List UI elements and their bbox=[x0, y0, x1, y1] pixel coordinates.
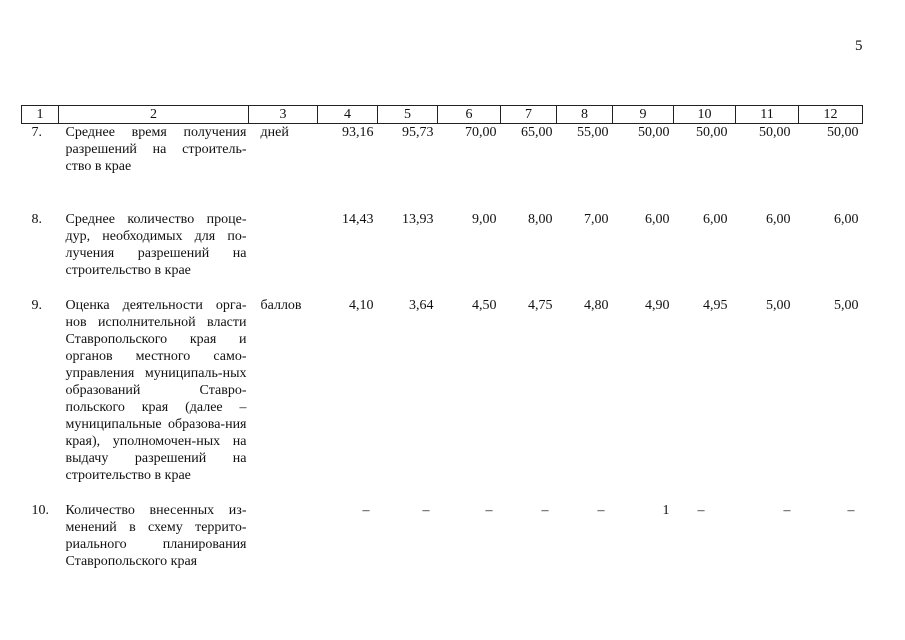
header-cell-12: 12 bbox=[799, 106, 863, 124]
value-cell: 3,64 bbox=[409, 298, 434, 313]
indicators-table bbox=[21, 105, 863, 570]
indicator-name: Среднее количество проце-дур, необходимых для по-лучения разрешений на строительство в крае bbox=[65, 212, 247, 278]
value-cell: – bbox=[847, 503, 855, 518]
value-cell: 7,00 bbox=[584, 212, 609, 227]
row-number: 7. bbox=[31, 125, 42, 140]
header-cell-8: 8 bbox=[557, 106, 613, 124]
unit-cell: дней bbox=[260, 125, 289, 140]
row-number: 8. bbox=[31, 212, 42, 227]
unit-cell bbox=[249, 502, 318, 570]
value-cell: 50,00 bbox=[638, 125, 670, 140]
value-cell: 14,43 bbox=[342, 212, 374, 227]
value-cell: 5,00 bbox=[834, 298, 859, 313]
value-cell: 50,00 bbox=[827, 125, 859, 140]
header-cell-10: 10 bbox=[674, 106, 736, 124]
header-cell-5: 5 bbox=[378, 106, 438, 124]
value-cell: 70,00 bbox=[465, 125, 497, 140]
value-cell: – bbox=[697, 503, 705, 518]
indicator-name: Количество внесенных из-менений в схему террито-риального планирования Ставропольского края bbox=[65, 503, 247, 569]
value-cell: 6,00 bbox=[834, 212, 859, 227]
value-cell: – bbox=[597, 503, 605, 518]
value-cell: 1 bbox=[662, 503, 670, 518]
value-cell: 55,00 bbox=[577, 125, 609, 140]
header-cell-1: 1 bbox=[22, 106, 59, 124]
value-cell: 4,80 bbox=[584, 298, 609, 313]
header-cell-7: 7 bbox=[501, 106, 557, 124]
value-cell: 4,10 bbox=[349, 298, 374, 313]
value-cell: 6,00 bbox=[645, 212, 670, 227]
value-cell: 4,90 bbox=[645, 298, 670, 313]
value-cell: – bbox=[422, 503, 430, 518]
value-cell: 50,00 bbox=[759, 125, 791, 140]
row-number: 9. bbox=[31, 298, 42, 313]
unit-cell: баллов bbox=[260, 298, 302, 313]
value-cell: – bbox=[485, 503, 493, 518]
indicator-name: Оценка деятельности орга-нов исполнительной власти Ставропольского края и органов местного само-управления муниципаль-ных образований Ставро-польского края (далее – муниципальные образова-ния края), уполномочен-ных на выдачу разрешений на строительство в крае bbox=[65, 298, 247, 483]
value-cell: 6,00 bbox=[703, 212, 728, 227]
table-row bbox=[22, 502, 863, 570]
value-cell: 4,50 bbox=[472, 298, 497, 313]
value-cell: 6,00 bbox=[766, 212, 791, 227]
unit-cell bbox=[249, 211, 318, 297]
header-cell-9: 9 bbox=[613, 106, 674, 124]
table-row bbox=[22, 211, 863, 297]
value-cell: – bbox=[783, 503, 791, 518]
header-cell-3: 3 bbox=[249, 106, 318, 124]
header-cell-6: 6 bbox=[438, 106, 501, 124]
value-cell: 65,00 bbox=[521, 125, 553, 140]
value-cell: 50,00 bbox=[696, 125, 728, 140]
value-cell: 8,00 bbox=[528, 212, 553, 227]
value-cell: 93,16 bbox=[342, 125, 374, 140]
header-cell-2: 2 bbox=[59, 106, 249, 124]
header-cell-11: 11 bbox=[736, 106, 799, 124]
header-row bbox=[22, 106, 863, 124]
table-row bbox=[22, 124, 863, 212]
value-cell: 4,95 bbox=[703, 298, 728, 313]
value-cell: 4,75 bbox=[528, 298, 553, 313]
header-cell-4: 4 bbox=[318, 106, 378, 124]
row-number: 10. bbox=[31, 503, 49, 518]
table-header bbox=[22, 106, 863, 124]
value-cell: 9,00 bbox=[472, 212, 497, 227]
indicator-name: Среднее время получения разрешений на строитель-ство в крае bbox=[65, 125, 247, 174]
value-cell: – bbox=[362, 503, 370, 518]
value-cell: 13,93 bbox=[402, 212, 434, 227]
page-number: 5 bbox=[855, 38, 863, 54]
value-cell: – bbox=[541, 503, 549, 518]
value-cell: 95,73 bbox=[402, 125, 434, 140]
value-cell: 5,00 bbox=[766, 298, 791, 313]
table-row bbox=[22, 297, 863, 502]
